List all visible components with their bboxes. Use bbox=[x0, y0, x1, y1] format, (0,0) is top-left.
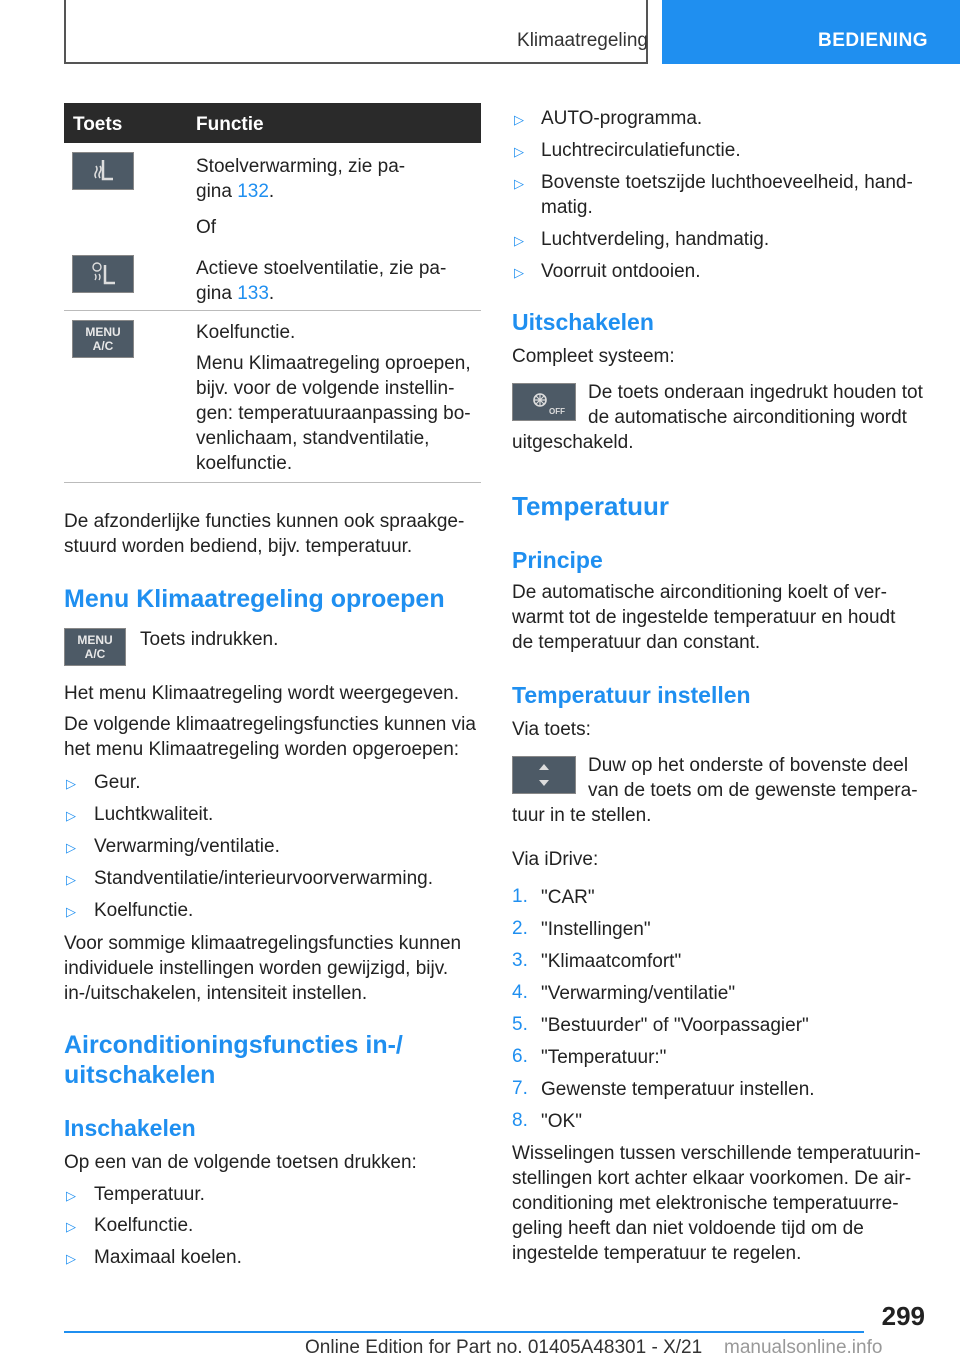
bullet-icon: ▷ bbox=[66, 904, 76, 919]
list-item: Verwarming/ventilatie. bbox=[94, 836, 280, 857]
seat-ventilation-icon bbox=[73, 256, 133, 292]
menu-shown-text: Het menu Klimaatregeling wordt weergegeven. bbox=[64, 683, 459, 704]
off-intro: Compleet systeem: bbox=[512, 346, 675, 367]
step-number: 2. bbox=[512, 918, 528, 939]
section-title: Klimaatregeling bbox=[517, 30, 648, 51]
bullet-icon: ▷ bbox=[66, 1251, 76, 1266]
list-item: AUTO-programma. bbox=[541, 108, 703, 129]
cooling-desc: Menu Klimaatregeling oproepen, bijv. voor de volgende instellin- gen: temperatuuraanpassing bo- venlichaam, standventilatie, koelfunctie. bbox=[196, 353, 471, 474]
seat-heating-text: Stoelverwarming, zie pa- gina 132. bbox=[196, 156, 406, 202]
step-item: "Bestuurder" of "Voorpassagier" bbox=[541, 1015, 809, 1036]
seat-heating-icon bbox=[73, 153, 133, 189]
edition-text: Online Edition for Part no. 01405A48301 - X/21 bbox=[305, 1337, 703, 1358]
step-number: 5. bbox=[512, 1014, 528, 1035]
table-col-function: Functie bbox=[196, 114, 264, 135]
heading-set-temp: Temperatuur instellen bbox=[512, 682, 751, 708]
list-item: Voorruit ontdooien. bbox=[541, 261, 701, 282]
list-item: Geur. bbox=[94, 772, 141, 793]
list-item: Standventilatie/interieurvoorverwarming. bbox=[94, 868, 433, 889]
temp-key-text: Duw op het onderste of bovenste deel van de toets om de gewenste tempera- bbox=[588, 755, 918, 801]
step-number: 4. bbox=[512, 982, 528, 1003]
table-header bbox=[64, 103, 481, 143]
heading-principe: Principe bbox=[512, 547, 603, 573]
step-number: 1. bbox=[512, 886, 528, 907]
step-number: 7. bbox=[512, 1078, 528, 1099]
menu-desc-text: De volgende klimaatregelingsfuncties kunnen via het menu Klimaatregeling worden opgeroepen: bbox=[64, 714, 476, 760]
step-item: "OK" bbox=[541, 1111, 582, 1132]
list-item: Bovenste toetszijde luchthoeveelheid, hand- matig. bbox=[541, 172, 913, 218]
menu-ac-key-label: MENU A/C bbox=[85, 325, 121, 353]
svg-text:OFF: OFF bbox=[549, 407, 565, 416]
step-item: "CAR" bbox=[541, 887, 595, 908]
step-item: "Instellingen" bbox=[541, 919, 651, 940]
table-bottom-rule bbox=[64, 482, 481, 483]
bullet-icon: ▷ bbox=[66, 840, 76, 855]
step-number: 6. bbox=[512, 1046, 528, 1067]
heading-switch-on: Inschakelen bbox=[64, 1115, 196, 1141]
intro-text: De afzonderlijke functies kunnen ook spraakge- stuurd worden bediend, bijv. temperatuur. bbox=[64, 511, 465, 557]
chapter-tab[interactable] bbox=[662, 0, 960, 64]
heading-ac-functions: Airconditioningsfuncties in-/ uitschakelen bbox=[64, 1031, 403, 1089]
page-link-132[interactable]: 132 bbox=[237, 181, 269, 202]
heading-switch-off: Uitschakelen bbox=[512, 309, 654, 335]
off-text: De toets onderaan ingedrukt houden tot de automatische airconditioning wordt bbox=[588, 382, 923, 428]
bullet-icon: ▷ bbox=[514, 112, 524, 127]
seat-heating-key bbox=[72, 152, 134, 190]
watermark: manualsonline.info bbox=[724, 1337, 883, 1358]
chapter-tab-label: BEDIENING bbox=[818, 30, 929, 51]
via-key-text: Via toets: bbox=[512, 719, 591, 740]
menu-ac-key bbox=[72, 320, 134, 358]
bullet-icon: ▷ bbox=[514, 144, 524, 159]
step-number: 8. bbox=[512, 1110, 528, 1131]
temp-key-text-end: tuur in te stellen. bbox=[512, 805, 652, 826]
bullet-icon: ▷ bbox=[66, 776, 76, 791]
or-text: Of bbox=[196, 217, 217, 238]
list-item: Temperatuur. bbox=[94, 1184, 205, 1205]
menu-ac-key-2-label: MENU A/C bbox=[77, 633, 113, 661]
page-link-133[interactable]: 133 bbox=[237, 283, 269, 304]
page-number: 299 bbox=[881, 1301, 925, 1331]
heading-menu: Menu Klimaatregeling oproepen bbox=[64, 585, 445, 613]
bullet-icon: ▷ bbox=[66, 808, 76, 823]
off-text-end: uitgeschakeld. bbox=[512, 432, 634, 453]
table-col-key: Toets bbox=[73, 114, 123, 135]
footer-rule bbox=[64, 1331, 864, 1333]
switch-on-intro: Op een van de volgende toetsen drukken: bbox=[64, 1152, 417, 1173]
step-item: "Temperatuur:" bbox=[541, 1047, 667, 1068]
closing-text: Wisselingen tussen verschillende temperatuurin- stellingen kort achter elkaar voorkomen. De air- conditioning met elektronische temperatuurre- geling heeft dan niet voldoende tijd om de ingestelde temperatuur te regelen. bbox=[512, 1143, 921, 1264]
heading-temperature: Temperatuur bbox=[512, 491, 669, 521]
press-key-text: Toets indrukken. bbox=[140, 629, 279, 650]
bullet-icon: ▷ bbox=[514, 265, 524, 280]
fan-off-icon bbox=[513, 384, 575, 420]
via-idrive-text: Via iDrive: bbox=[512, 849, 599, 870]
seat-ventilation-key bbox=[72, 255, 134, 293]
up-down-arrow-icon bbox=[513, 757, 575, 793]
fan-off-key bbox=[512, 383, 576, 421]
step-item: Gewenste temperatuur instellen. bbox=[541, 1079, 815, 1100]
bullet-icon: ▷ bbox=[514, 233, 524, 248]
step-item: "Klimaatcomfort" bbox=[541, 951, 682, 972]
list-item: Luchtrecirculatiefunctie. bbox=[541, 140, 741, 161]
list-item: Maximaal koelen. bbox=[94, 1247, 242, 1268]
bullet-icon: ▷ bbox=[66, 872, 76, 887]
principe-text: De automatische airconditioning koelt of ver- warmt tot de ingestelde temperatuur en houdt de temperatuur dan constant. bbox=[512, 582, 896, 653]
list-item: Koelfunctie. bbox=[94, 1215, 194, 1236]
menu-ac-key-2 bbox=[64, 628, 126, 666]
step-number: 3. bbox=[512, 950, 528, 971]
list-item: Luchtkwaliteit. bbox=[94, 804, 214, 825]
table-divider bbox=[64, 310, 481, 311]
list-item: Luchtverdeling, handmatig. bbox=[541, 229, 770, 250]
bullet-icon: ▷ bbox=[514, 176, 524, 191]
cooling-title: Koelfunctie. bbox=[196, 322, 296, 343]
bullet-icon: ▷ bbox=[66, 1188, 76, 1203]
list-item: Koelfunctie. bbox=[94, 900, 194, 921]
temp-key bbox=[512, 756, 576, 794]
seat-ventilation-text: Actieve stoelventilatie, zie pa- gina 133. bbox=[196, 258, 447, 304]
menu-note: Voor sommige klimaatregelingsfuncties kunnen individuele instellingen worden gewijzigd, bijv. in-/uitschakelen, intensiteit instellen. bbox=[64, 933, 462, 1004]
step-item: "Verwarming/ventilatie" bbox=[541, 983, 736, 1004]
bullet-icon: ▷ bbox=[66, 1219, 76, 1234]
